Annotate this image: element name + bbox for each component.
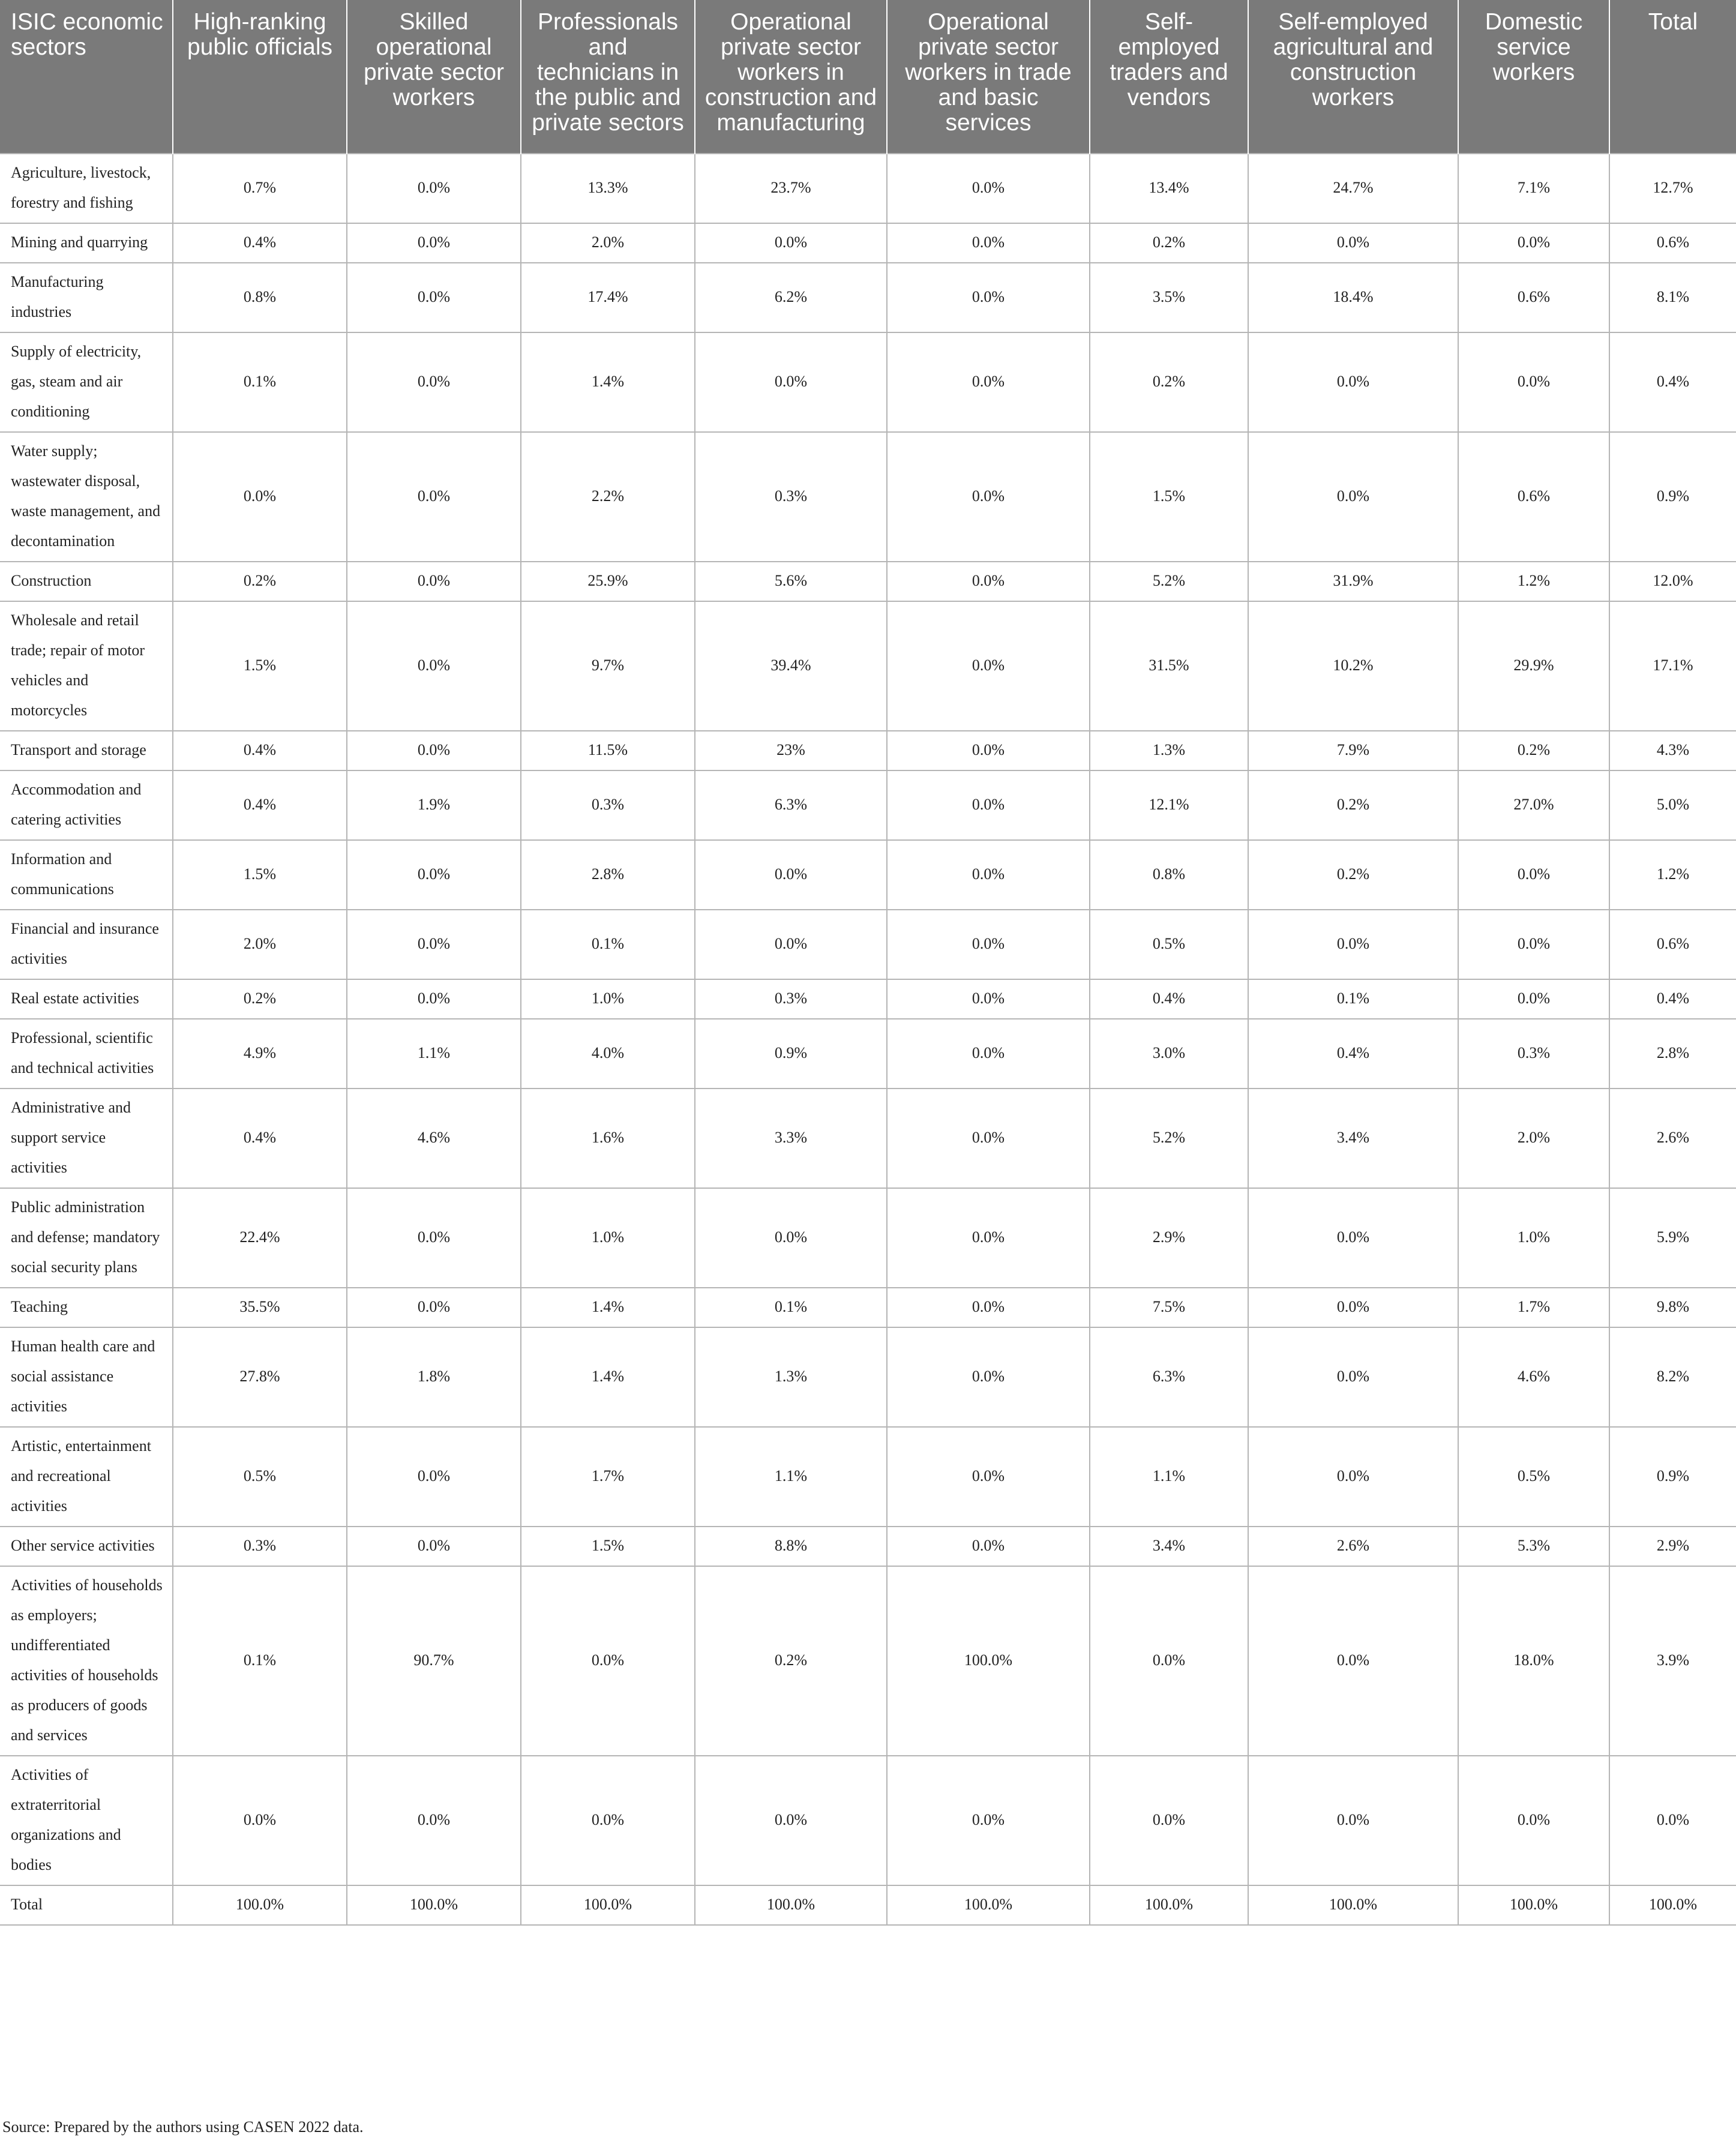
table-row [0,1089,1736,1188]
table-cell-value: 0.0% [1248,1566,1458,1756]
column-header-professionals-technicians: Professionals and technicians in the public and private sectors [521,0,695,154]
column-header-operational-construction-manufacturing: Operational private sector workers in construction and manufacturing [695,0,887,154]
table-cell-value: 0.0% [347,910,521,979]
table-cell-value: 0.0% [1248,910,1458,979]
table-cell-value: 0.0% [1090,1566,1248,1756]
table-cell-value: 2.8% [521,840,695,910]
table-cell-value: 1.5% [173,840,347,910]
table-cell-value: 23.7% [695,154,887,223]
table-cell-value: 0.0% [347,1427,521,1527]
table-cell-value: 0.0% [1609,1756,1736,1885]
table-header-row [0,0,1736,154]
table-cell-value: 0.0% [1458,910,1609,979]
table-cell-value: 0.2% [1248,770,1458,840]
table-cell-value: 0.3% [1458,1019,1609,1089]
table-row [0,562,1736,601]
table-cell-value: 0.4% [1248,1019,1458,1089]
table-cell-value: 100.0% [521,1885,695,1925]
table-cell-value: 1.5% [521,1527,695,1566]
table-cell-value: 0.0% [173,432,347,562]
table-cell-value: 12.1% [1090,770,1248,840]
table-cell-value: 0.0% [887,1756,1090,1885]
table-cell-value: 11.5% [521,731,695,770]
table-cell-value: 4.9% [173,1019,347,1089]
column-header-total: Total [1609,0,1736,154]
table-cell-value: 1.2% [1609,840,1736,910]
table-cell-value: 0.2% [1090,223,1248,263]
table-cell-value: 1.0% [521,1188,695,1288]
table-cell-value: 31.9% [1248,562,1458,601]
table-cell-value: 1.5% [1090,432,1248,562]
table-cell-value: 7.9% [1248,731,1458,770]
row-sector-label: Artistic, entertainment and recreational activities [0,1427,173,1527]
table-cell-value: 0.0% [173,1756,347,1885]
table-cell-value: 0.0% [695,840,887,910]
table-cell-value: 0.8% [1090,840,1248,910]
table-row [0,154,1736,223]
table-cell-value: 0.2% [1458,731,1609,770]
table-row [0,1327,1736,1427]
row-sector-label: Manufacturing industries [0,263,173,332]
table-cell-value: 0.0% [347,263,521,332]
table-body [0,154,1736,1925]
table-cell-value: 0.1% [173,332,347,432]
table-cell-value: 0.0% [1458,979,1609,1019]
table-cell-value: 3.0% [1090,1019,1248,1089]
table-cell-value: 1.0% [521,979,695,1019]
column-header-isic-sectors: ISIC economic sectors [0,0,173,154]
table-cell-value: 1.6% [521,1089,695,1188]
table-cell-value: 90.7% [347,1566,521,1756]
table-cell-value: 0.4% [1609,979,1736,1019]
table-cell-value: 0.0% [347,1527,521,1566]
table-cell-value: 0.0% [887,1527,1090,1566]
table-row [0,1885,1736,1925]
table-cell-value: 27.0% [1458,770,1609,840]
table-cell-value: 0.6% [1609,223,1736,263]
table-cell-value: 0.0% [347,1288,521,1327]
table-cell-value: 1.1% [347,1019,521,1089]
table-cell-value: 0.0% [887,154,1090,223]
table-cell-value: 0.0% [347,840,521,910]
table-cell-value: 0.6% [1458,432,1609,562]
table-cell-value: 6.3% [695,770,887,840]
table-cell-value: 7.1% [1458,154,1609,223]
row-sector-label: Wholesale and retail trade; repair of motor vehicles and motorcycles [0,601,173,731]
row-sector-label: Total [0,1885,173,1925]
row-sector-label: Real estate activities [0,979,173,1019]
table-cell-value: 5.3% [1458,1527,1609,1566]
table-cell-value: 0.0% [347,1756,521,1885]
table-cell-value: 4.6% [1458,1327,1609,1427]
table-cell-value: 0.0% [521,1566,695,1756]
table-cell-value: 100.0% [347,1885,521,1925]
table-cell-value: 12.0% [1609,562,1736,601]
table-cell-value: 0.0% [1090,1756,1248,1885]
table-cell-value: 1.7% [521,1427,695,1527]
table-cell-value: 17.1% [1609,601,1736,731]
table-cell-value: 0.0% [1248,1756,1458,1885]
table-cell-value: 2.9% [1609,1527,1736,1566]
table-cell-value: 0.6% [1458,263,1609,332]
table-cell-value: 0.0% [887,223,1090,263]
table-cell-value: 2.6% [1248,1527,1458,1566]
table-cell-value: 0.9% [1609,1427,1736,1527]
table-cell-value: 0.0% [887,979,1090,1019]
column-header-operational-trade-services: Operational private sector workers in trade and basic services [887,0,1090,154]
table-cell-value: 0.3% [695,979,887,1019]
table-cell-value: 0.0% [887,1019,1090,1089]
table-cell-value: 0.0% [1248,332,1458,432]
table-cell-value: 29.9% [1458,601,1609,731]
table-cell-value: 2.0% [1458,1089,1609,1188]
table-cell-value: 18.4% [1248,263,1458,332]
table-cell-value: 7.5% [1090,1288,1248,1327]
table-cell-value: 0.0% [695,1188,887,1288]
table-cell-value: 0.0% [887,601,1090,731]
table-cell-value: 100.0% [1458,1885,1609,1925]
row-sector-label: Water supply; wastewater disposal, waste management, and decontamination [0,432,173,562]
table-cell-value: 0.0% [347,432,521,562]
row-sector-label: Administrative and support service activities [0,1089,173,1188]
table-cell-value: 1.4% [521,1327,695,1427]
table-cell-value: 0.2% [173,562,347,601]
table-cell-value: 4.3% [1609,731,1736,770]
table-cell-value: 4.6% [347,1089,521,1188]
table-cell-value: 0.6% [1609,910,1736,979]
table-cell-value: 0.9% [1609,432,1736,562]
table-row [0,223,1736,263]
table-cell-value: 0.0% [887,1427,1090,1527]
table-cell-value: 17.4% [521,263,695,332]
table-cell-value: 1.4% [521,1288,695,1327]
table-cell-value: 0.0% [1458,840,1609,910]
table-cell-value: 0.5% [173,1427,347,1527]
table-cell-value: 1.5% [173,601,347,731]
table-cell-value: 0.0% [695,223,887,263]
table-cell-value: 0.0% [1458,332,1609,432]
table-cell-value: 3.4% [1248,1089,1458,1188]
table-cell-value: 0.3% [521,770,695,840]
table-cell-value: 0.0% [347,731,521,770]
table-row [0,770,1736,840]
row-sector-label: Public administration and defense; mandatory social security plans [0,1188,173,1288]
table-row [0,840,1736,910]
table-cell-value: 0.0% [347,979,521,1019]
row-sector-label: Other service activities [0,1527,173,1566]
table-row [0,1756,1736,1885]
table-row [0,1427,1736,1527]
table-cell-value: 0.0% [887,432,1090,562]
table-row [0,1566,1736,1756]
row-sector-label: Activities of households as employers; undifferentiated activities of households as producers of goods and services [0,1566,173,1756]
column-header-high-ranking-public-officials: High-ranking public officials [173,0,347,154]
table-cell-value: 4.0% [521,1019,695,1089]
table-cell-value: 100.0% [173,1885,347,1925]
table-cell-value: 13.3% [521,154,695,223]
table-cell-value: 0.0% [887,910,1090,979]
table-cell-value: 0.0% [347,1188,521,1288]
table-row [0,731,1736,770]
table-row [0,1527,1736,1566]
table-cell-value: 0.0% [887,332,1090,432]
table-row [0,910,1736,979]
table-cell-value: 1.1% [1090,1427,1248,1527]
table-cell-value: 0.0% [695,1756,887,1885]
table-cell-value: 2.2% [521,432,695,562]
table-cell-value: 27.8% [173,1327,347,1427]
table-cell-value: 0.0% [887,263,1090,332]
table-cell-value: 3.3% [695,1089,887,1188]
row-sector-label: Supply of electricity, gas, steam and air conditioning [0,332,173,432]
row-sector-label: Teaching [0,1288,173,1327]
table-cell-value: 0.0% [887,1089,1090,1188]
table-cell-value: 0.1% [521,910,695,979]
table-cell-value: 25.9% [521,562,695,601]
table-cell-value: 0.0% [347,154,521,223]
table-cell-value: 5.9% [1609,1188,1736,1288]
table-cell-value: 0.0% [347,601,521,731]
table-cell-value: 10.2% [1248,601,1458,731]
table-cell-value: 0.2% [695,1566,887,1756]
table-cell-value: 9.7% [521,601,695,731]
table-cell-value: 24.7% [1248,154,1458,223]
row-sector-label: Human health care and social assistance activities [0,1327,173,1427]
table-row [0,1019,1736,1089]
column-header-self-employed-agricultural: Self-employed agricultural and construction workers [1248,0,1458,154]
table-cell-value: 0.4% [173,223,347,263]
table-cell-value: 0.9% [695,1019,887,1089]
source-note: Source: Prepared by the authors using CASEN 2022 data. [2,2118,364,2136]
table-cell-value: 100.0% [887,1566,1090,1756]
table-cell-value: 0.0% [1248,223,1458,263]
table-cell-value: 100.0% [1090,1885,1248,1925]
table-cell-value: 0.5% [1458,1427,1609,1527]
column-header-domestic-service: Domestic service workers [1458,0,1609,154]
table-cell-value: 0.2% [173,979,347,1019]
table-cell-value: 5.6% [695,562,887,601]
table-cell-value: 0.1% [1248,979,1458,1019]
table-cell-value: 1.4% [521,332,695,432]
table-cell-value: 0.0% [1248,1327,1458,1427]
table-cell-value: 0.0% [347,223,521,263]
table-cell-value: 0.0% [887,770,1090,840]
table-cell-value: 8.1% [1609,263,1736,332]
table-cell-value: 0.0% [887,562,1090,601]
table-cell-value: 1.9% [347,770,521,840]
table-row [0,1188,1736,1288]
table-cell-value: 0.0% [887,840,1090,910]
table-row [0,979,1736,1019]
table-row [0,1288,1736,1327]
table-cell-value: 0.8% [173,263,347,332]
table-cell-value: 5.2% [1090,1089,1248,1188]
table-cell-value: 0.0% [1248,1288,1458,1327]
table-cell-value: 0.4% [1090,979,1248,1019]
table-cell-value: 31.5% [1090,601,1248,731]
table-cell-value: 0.1% [695,1288,887,1327]
table-cell-value: 0.4% [173,770,347,840]
table-cell-value: 12.7% [1609,154,1736,223]
table-cell-value: 0.0% [887,731,1090,770]
table-cell-value: 0.7% [173,154,347,223]
table-cell-value: 0.0% [521,1756,695,1885]
table-cell-value: 9.8% [1609,1288,1736,1327]
table-row [0,332,1736,432]
table-cell-value: 100.0% [695,1885,887,1925]
table-cell-value: 6.3% [1090,1327,1248,1427]
table-cell-value: 5.2% [1090,562,1248,601]
table-cell-value: 0.3% [695,432,887,562]
table-cell-value: 0.0% [1248,432,1458,562]
table-cell-value: 0.4% [173,1089,347,1188]
row-sector-label: Agriculture, livestock, forestry and fishing [0,154,173,223]
table-cell-value: 1.0% [1458,1188,1609,1288]
table-cell-value: 0.2% [1090,332,1248,432]
table-cell-value: 0.0% [1248,1188,1458,1288]
table-cell-value: 5.0% [1609,770,1736,840]
table-cell-value: 3.9% [1609,1566,1736,1756]
table-cell-value: 1.3% [695,1327,887,1427]
table-cell-value: 22.4% [173,1188,347,1288]
table-cell-value: 0.0% [887,1327,1090,1427]
table-cell-value: 23% [695,731,887,770]
table-cell-value: 100.0% [1609,1885,1736,1925]
row-sector-label: Financial and insurance activities [0,910,173,979]
row-sector-label: Transport and storage [0,731,173,770]
table-cell-value: 100.0% [1248,1885,1458,1925]
table-cell-value: 0.4% [1609,332,1736,432]
table-cell-value: 2.8% [1609,1019,1736,1089]
table-cell-value: 39.4% [695,601,887,731]
table-row [0,601,1736,731]
table-cell-value: 13.4% [1090,154,1248,223]
table-row [0,263,1736,332]
table-cell-value: 8.2% [1609,1327,1736,1427]
row-sector-label: Accommodation and catering activities [0,770,173,840]
row-sector-label: Professional, scientific and technical activities [0,1019,173,1089]
table-cell-value: 1.1% [695,1427,887,1527]
table-cell-value: 2.0% [521,223,695,263]
table-cell-value: 0.0% [1458,1756,1609,1885]
table-cell-value: 1.8% [347,1327,521,1427]
table-cell-value: 0.3% [173,1527,347,1566]
row-sector-label: Mining and quarrying [0,223,173,263]
table-cell-value: 1.2% [1458,562,1609,601]
table-cell-value: 0.0% [887,1188,1090,1288]
table-cell-value: 2.9% [1090,1188,1248,1288]
table-cell-value: 0.0% [347,332,521,432]
table-cell-value: 0.4% [173,731,347,770]
column-header-skilled-operational-private: Skilled operational private sector workers [347,0,521,154]
table-cell-value: 18.0% [1458,1566,1609,1756]
table-cell-value: 8.8% [695,1527,887,1566]
table-cell-value: 6.2% [695,263,887,332]
table-cell-value: 1.3% [1090,731,1248,770]
table-cell-value: 0.0% [695,910,887,979]
table-cell-value: 0.0% [1248,1427,1458,1527]
table-cell-value: 0.2% [1248,840,1458,910]
table-cell-value: 1.7% [1458,1288,1609,1327]
table-cell-value: 2.0% [173,910,347,979]
table-cell-value: 0.0% [1458,223,1609,263]
row-sector-label: Activities of extraterritorial organizations and bodies [0,1756,173,1885]
table-cell-value: 3.4% [1090,1527,1248,1566]
column-header-self-employed-traders: Self-employed traders and vendors [1090,0,1248,154]
table-cell-value: 100.0% [887,1885,1090,1925]
table-cell-value: 0.5% [1090,910,1248,979]
row-sector-label: Construction [0,562,173,601]
table-row [0,432,1736,562]
table-cell-value: 0.0% [347,562,521,601]
row-sector-label: Information and communications [0,840,173,910]
table-cell-value: 0.0% [695,332,887,432]
table-cell-value: 3.5% [1090,263,1248,332]
table-cell-value: 2.6% [1609,1089,1736,1188]
table-cell-value: 0.1% [173,1566,347,1756]
table-cell-value: 0.0% [887,1288,1090,1327]
table-cell-value: 35.5% [173,1288,347,1327]
